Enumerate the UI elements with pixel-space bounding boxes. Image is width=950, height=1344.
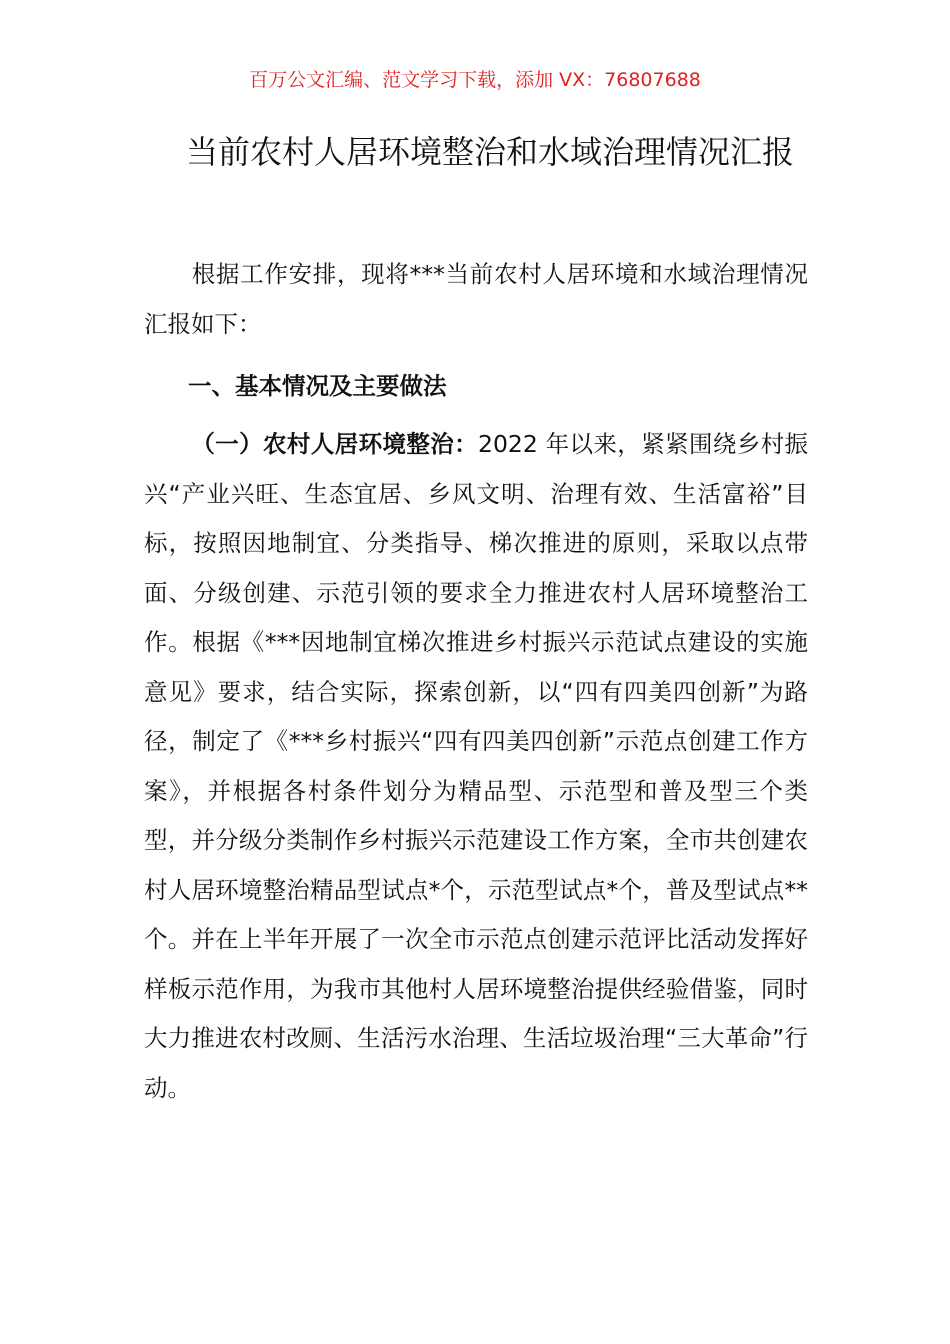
section-heading: 一、基本情况及主要做法	[188, 372, 447, 400]
subsection-text: 2022 年以来，紧紧围绕乡村振兴“产业兴旺、生态宜居、乡风文明、治理有效、生活富裕”目标，按照因地制宜、分类指导、梯次推进的原则，采取以点带面、分级创建、示范引领的要求全力推进农村人居环境整治工作。根据《***因地制宜梯次推进乡村振兴示范试点建设的实施意见》要求，结合实际，探索创新，以“四有四美四创新”为路径，制定了《***乡村振兴“四有四美四创新”示范点创建工作方案》，并根据各村条件划分为精品型、示范型和普及型三个类型，并分级分类制作乡村振兴示范建设工作方案，全市共创建农村人居环境整治精品型试点*个，示范型试点*个，普及型试点**个。并在上半年开展了一次全市示范点创建示范评比活动发挥好样板示范作用，为我市其他村人居环境整治提供经验借鉴，同时大力推进农村改厕、生活污水治理、生活垃圾治理“三大革命”行动。	[144, 430, 809, 1102]
header-watermark-note: 百万公文汇编、范文学习下载，添加 VX：76807688	[249, 69, 701, 91]
subsection-paragraph	[144, 420, 808, 1113]
intro-text: 根据工作安排，现将***当前农村人居环境和水域治理情况汇报如下：	[144, 260, 808, 338]
document-title: 当前农村人居环境整治和水域治理情况汇报	[185, 133, 794, 171]
intro-paragraph	[144, 250, 808, 349]
subsection-heading: （一）农村人居环境整治：	[191, 430, 478, 458]
